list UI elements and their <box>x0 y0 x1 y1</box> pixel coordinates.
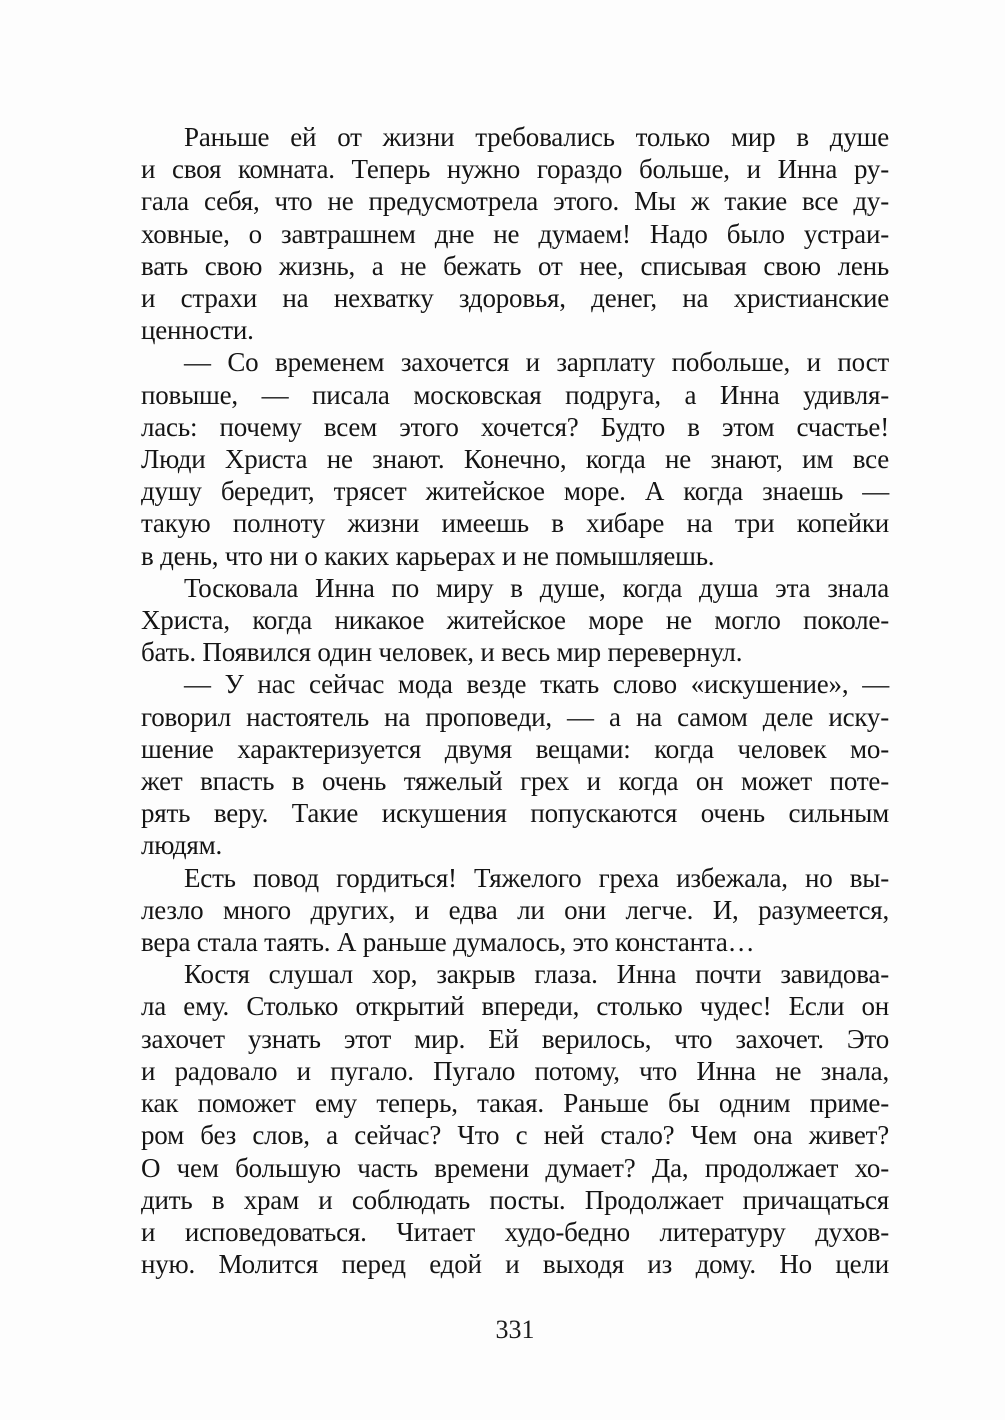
text-line: — Со временем захочется и зарплату побольше, и пост <box>184 347 889 378</box>
text-line: рять веру. Такие искушения попускаются очень сильным <box>141 798 889 829</box>
text-line: лась: почему всем этого хочется? Будто в этом счастье! <box>141 411 889 442</box>
text-line: захочет узнать этот мир. Ей верилось, что захочет. Это <box>141 1023 889 1054</box>
text-line: душу бередит, трясет житейское море. А когда знаешь — <box>141 476 889 507</box>
text-line: ром без слов, а сейчас? Что с ней стало? Чем она живет? <box>141 1120 889 1151</box>
text-line: жет впасть в очень тяжелый грех и когда он может поте- <box>141 766 889 797</box>
text-line: людям. <box>141 830 223 861</box>
text-line: как поможет ему теперь, такая. Раньше бы одним приме- <box>141 1088 889 1119</box>
page-text-block <box>141 121 889 1280</box>
text-line: Христа, когда никакое житейское море не могло поколе- <box>141 605 889 636</box>
text-line: Люди Христа не знают. Конечно, когда не знают, им все <box>141 444 889 475</box>
paragraph <box>141 958 889 1280</box>
text-line: О чем большую часть времени думает? Да, продолжает хо- <box>141 1152 889 1183</box>
text-line: лезло много других, и едва ли они легче. И, разумеется, <box>141 894 889 925</box>
paragraph <box>141 121 889 346</box>
text-line: Тосковала Инна по миру в душе, когда душа эта знала <box>184 572 889 603</box>
text-line: ную. Молится перед едой и выходя из дому. Но цели <box>141 1249 889 1280</box>
text-line: и радовало и пугало. Пугало потому, что Инна не знала, <box>141 1055 889 1086</box>
text-line: бать. Появился один человек, и весь мир перевернул. <box>141 637 743 668</box>
text-line: гала себя, что не предусмотрела этого. Мы ж такие все ду- <box>141 186 889 217</box>
text-line: говорил настоятель на проповеди, — а на самом деле иску- <box>141 701 889 732</box>
text-line: вать свою жизнь, а не бежать от нее, списывая свою лень <box>141 250 889 281</box>
text-line: вера стала таять. А раньше думалось, это константа… <box>141 927 755 958</box>
paragraph <box>141 346 889 571</box>
text-line: в день, что ни о каких карьерах и не помышляешь. <box>141 540 715 571</box>
text-line: шение характеризуется двумя вещами: когда человек мо- <box>141 733 889 764</box>
text-line: ла ему. Столько открытий впереди, столько чудес! Если он <box>141 991 889 1022</box>
page-number: 331 <box>495 1315 535 1344</box>
text-line: и страхи на нехватку здоровья, денег, на христианские <box>141 283 889 314</box>
paragraph <box>141 862 889 959</box>
text-line: Есть повод гордиться! Тяжелого греха избежала, но вы- <box>184 862 889 893</box>
paragraph <box>141 572 889 669</box>
text-line: ховные, о завтрашнем дне не думаем! Надо было устраи- <box>141 218 889 249</box>
paragraph <box>141 668 889 861</box>
text-line: дить в храм и соблюдать посты. Продолжает причащаться <box>141 1184 889 1215</box>
text-line: Раньше ей от жизни требовались только мир в душе <box>184 122 889 152</box>
text-line: и исповедоваться. Читает худо-бедно литературу духов- <box>141 1216 889 1247</box>
text-line: такую полноту жизни имеешь в хибаре на три копейки <box>141 508 889 539</box>
text-line: — У нас сейчас мода везде ткать слово «искушение», — <box>184 669 889 700</box>
text-line: и своя комната. Теперь нужно гораздо больше, и Инна ру- <box>141 154 889 185</box>
text-line: повыше, — писала московская подруга, а Инна удивля- <box>141 379 889 410</box>
text-line: Костя слушал хор, закрыв глаза. Инна почти завидова- <box>184 959 889 990</box>
text-line: ценности. <box>141 315 254 346</box>
